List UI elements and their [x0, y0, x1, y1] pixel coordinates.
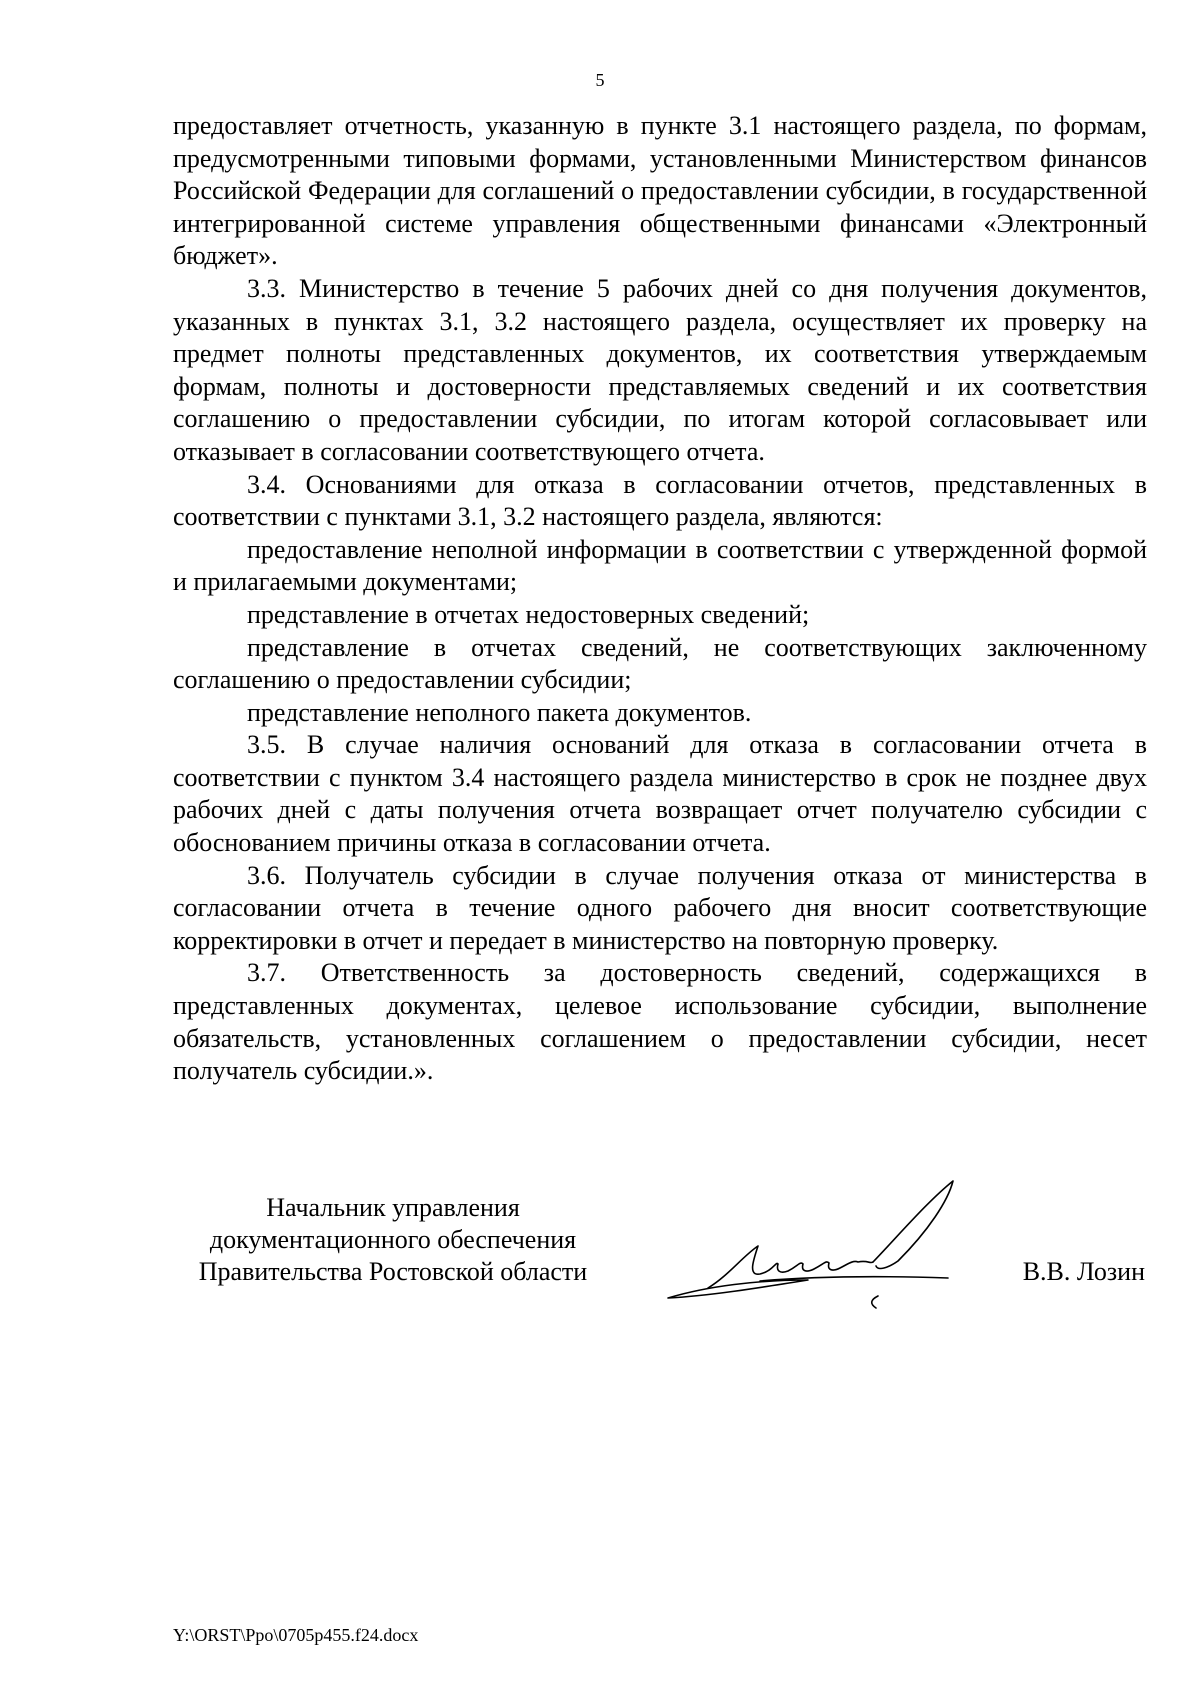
- signer-position-line: документационного обеспечения: [209, 1225, 577, 1254]
- paragraph-continuation: предоставляет отчетность, указанную в пункте 3.1 настоящего раздела, по формам, предусмотренными типовыми формами, установленными Министерством финансов Российской Федерации для соглашений о предоставлении субсидии, в государственной интегрированной системе управления общественными финансами «Электронный бюджет».: [173, 111, 1147, 271]
- paragraph-ground-4: представление неполного пакета документов.: [247, 697, 752, 727]
- paragraph-3-3: 3.3. Министерство в течение 5 рабочих дней со дня получения документов, указанных в пунктах 3.1, 3.2 настоящего раздела, осуществляет их проверку на предмет полноты представленных документов, их соответствия утверждаемым формам, полноты и достоверности представляемых сведений и их соответствия соглашению о предоставлении субсидии, по итогам которой согласовывает или отказывает в согласовании соответствующего отчета.: [173, 273, 1147, 466]
- signer-name: В.В. Лозин: [1022, 1257, 1145, 1286]
- page-number: 5: [595, 70, 605, 90]
- paragraph-3-6: 3.6. Получатель субсидии в случае получения отказа от министерства в согласовании отчета в течение одного рабочего дня вносит соответствующие корректировки в отчет и передает в министерство на повторную проверку.: [173, 860, 1147, 955]
- paragraph-ground-1: предоставление неполной информации в соответствии с утвержденной формой и прилагаемыми документами;: [173, 534, 1147, 597]
- paragraph-ground-3: представление в отчетах сведений, не соответствующих заключенному соглашению о предоставлении субсидии;: [173, 632, 1147, 695]
- paragraph-3-5: 3.5. В случае наличия оснований для отказа в согласовании отчета в соответствии с пунктом 3.4 настоящего раздела министерство в срок не позднее двух рабочих дней с даты получения отчета возвращает отчет получателю субсидии с обоснованием причины отказа в согласовании отчета.: [173, 730, 1147, 858]
- signer-position: [173, 1192, 613, 1288]
- handwritten-signature: [648, 1176, 988, 1326]
- signature-block: [173, 1192, 1147, 1332]
- paragraph-3-4: 3.4. Основаниями для отказа в согласовании отчетов, представленных в соответствии с пунктами 3.1, 3.2 настоящего раздела, являются:: [173, 469, 1147, 532]
- signer-position-line: Правительства Ростовской области: [198, 1257, 588, 1286]
- paragraph-ground-2: представление в отчетах недостоверных сведений;: [247, 599, 810, 629]
- paragraph-3-7: 3.7. Ответственность за достоверность сведений, содержащихся в представленных документах, целевое использование субсидии, выполнение обязательств, установленных соглашением о предоставлении субсидии, несет получатель субсидии.».: [173, 958, 1147, 1086]
- signer-position-line: Начальник управления: [266, 1193, 520, 1222]
- file-path-footer: Y:\ORST\Ppo\0705p455.f24.docx: [173, 1625, 419, 1645]
- document-body: [173, 110, 1147, 1088]
